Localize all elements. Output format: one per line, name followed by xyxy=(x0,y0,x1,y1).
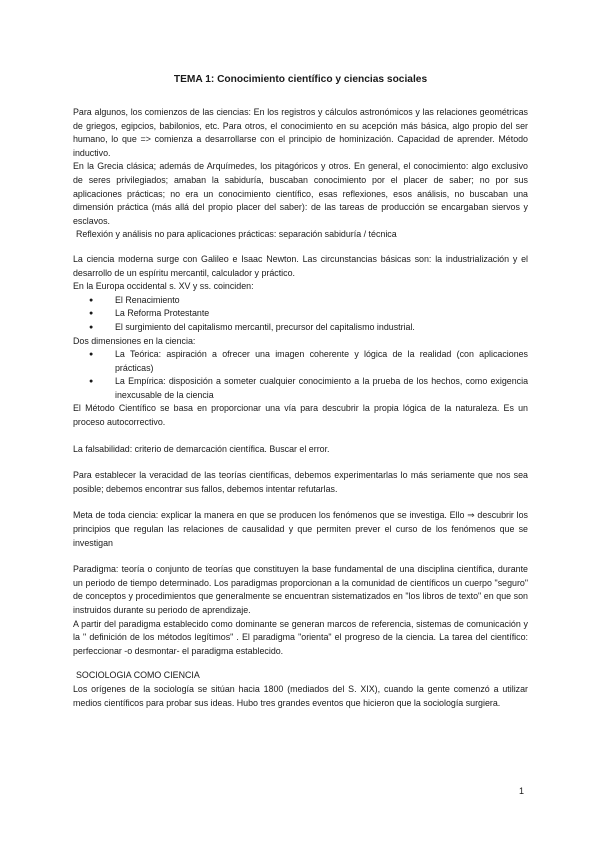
list-item: ● La Empírica: disposición a someter cualquier conocimiento a la prueba de los hechos, como exigencia inexcusable de la ciencia xyxy=(103,375,528,402)
meta-paragraph: Meta de toda ciencia: explicar la manera en que se producen los fenómenos que se investiga. Ello ⇒ descubrir los principios que regulan las relaciones de causalidad y que permiten prever el curso de los fenómenos que se investigan xyxy=(73,510,528,548)
coincidences-list xyxy=(73,294,528,335)
document-body xyxy=(73,74,528,710)
intro-summary: Reflexión y análisis no para aplicaciones prácticas: separación sabiduría / técnica xyxy=(76,229,397,240)
list-item: ● El Renacimiento xyxy=(103,294,528,308)
method-paragraph: El Método Científico se basa en proporcionar una vía para descubrir la propia lógica de la naturaleza. Es un proceso autocorrectivo. xyxy=(73,403,528,428)
spacer xyxy=(73,242,528,253)
intro-paragraph-1: Para algunos, los comienzos de las ciencias: En los registros y cálculos astronómicos y las relaciones geométricas de griegos, egipcios, babilonios, etc. Para otros, el conocimiento en su acepción más básica, algo propio del ser humano, lo que => comienza a desarrollarse con el principio de hominización. Capacidad de aprender. Método inductivo. xyxy=(73,107,528,158)
europe-paragraph: En la Europa occidental s. XV y ss. coinciden: xyxy=(73,281,254,292)
document-title: TEMA 1: Conocimiento científico y ciencias sociales xyxy=(173,74,428,85)
page-number: 1 xyxy=(519,786,525,796)
veracidad-paragraph: Para establecer la veracidad de las teorías científicas, debemos experimentarlas lo más seriamente que nos sea posible; debemos encontrar sus fallos, debemos intentar refutarlas. xyxy=(73,470,528,494)
spacer xyxy=(73,496,528,509)
spacer xyxy=(73,658,528,669)
intro-paragraph-2: En la Grecia clásica; además de Arquímedes, los pitagóricos y otros. En general, el conocimiento: algo exclusivo de seres privilegiados; amaban la sabiduría, buscaban conocimiento por el placer de saber; no por sus aplicaciones prácticas; no era un conocimiento científico, esas reflexiones, esos análisis, no buscaban una dimensión práctica (más allá del propio placer del saber): de las tareas de producción se encargaban siervos y esclavos. xyxy=(73,161,528,226)
modern-science-paragraph: La ciencia moderna surge con Galileo e Isaac Newton. Las circunstancias básicas son: la industrialización y el desarrollo de un espíritu mercantil, calculador y práctico. xyxy=(73,253,528,278)
spacer xyxy=(73,550,528,563)
list-item: ● El surgimiento del capitalismo mercantil, precursor del capitalismo industrial. xyxy=(103,321,528,335)
paradigma-paragraph-2: A partir del paradigma establecido como dominante se generan marcos de referencia, sistemas de comunicación y la " definición de los métodos legítimos" . El paradigma "orienta" el progreso de la ciencia. La tarea del científico: perfeccionar -o desmontar- el paradigma establecido. xyxy=(73,618,528,656)
section-heading-sociologia: SOCIOLOGIA COMO CIENCIA xyxy=(76,670,200,681)
list-item: ● La Reforma Protestante xyxy=(103,307,528,321)
sociologia-paragraph: Los orígenes de la sociología se sitúan hacia 1800 (mediados del S. XIX), cuando la gente comenzó a utilizar medios científicos para probar sus ideas. Hubo tres grandes eventos que hicieron que la sociología surgiera. xyxy=(73,683,528,708)
falsabilidad-paragraph: La falsabilidad: criterio de demarcación científica. Buscar el error. xyxy=(73,443,330,454)
list-item: ● La Teórica: aspiración a ofrecer una imagen coherente y lógica de la realidad (con aplicaciones prácticas) xyxy=(103,348,528,375)
paradigma-paragraph-1: Paradigma: teoría o conjunto de teorías que constituyen la base fundamental de una disciplina científica, durante un periodo de tiempo determinado. Los paradigmas proporcionan a la comunidad de científicos un cuerpo "seguro" de conceptos y procedimientos que generalmente se encuentran sistematizados en "los libros de texto" en que son instruidos durante su periodo de aprendizaje. xyxy=(73,564,528,615)
dimensions-paragraph: Dos dimensiones en la ciencia: xyxy=(73,335,196,346)
spacer xyxy=(73,456,528,469)
spacer xyxy=(73,430,528,443)
dimensions-list xyxy=(73,348,528,402)
